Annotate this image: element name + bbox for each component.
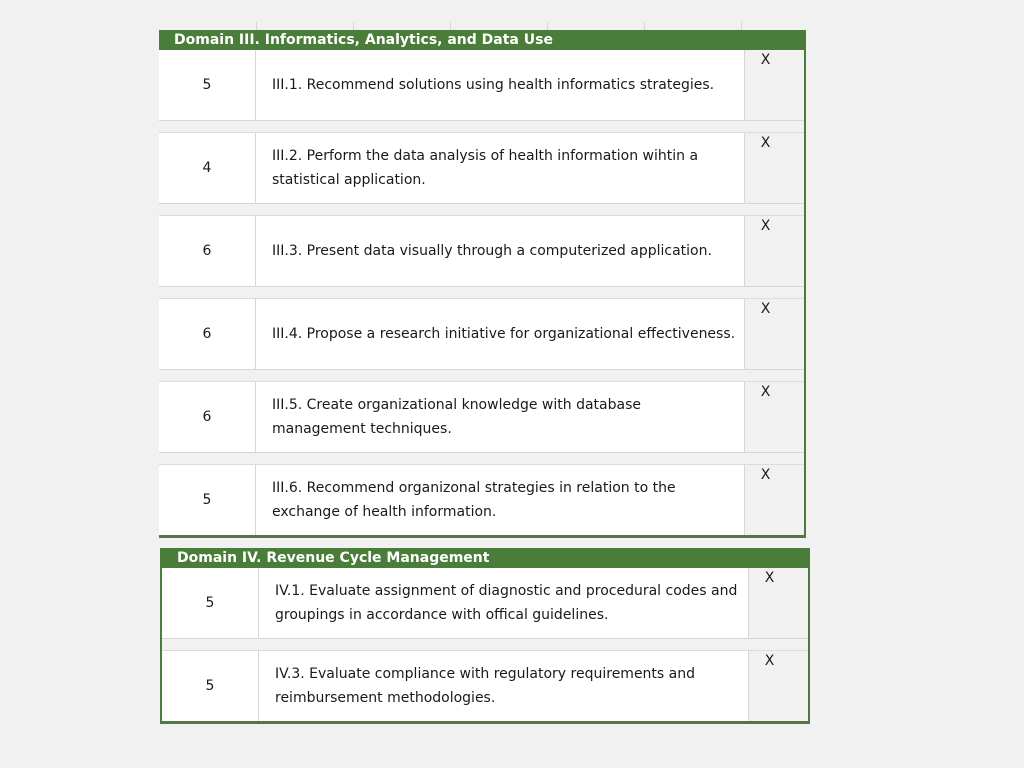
competency-description: III.4. Propose a research initiative for organizational effectiveness. bbox=[256, 299, 745, 369]
competency-description: IV.3. Evaluate compliance with regulatory requirements and reimbursement methodologies. bbox=[259, 651, 749, 721]
table-row bbox=[162, 651, 808, 721]
competency-mark: X bbox=[745, 216, 804, 286]
competency-description: IV.1. Evaluate assignment of diagnostic and procedural codes and groupings in accordance with offical guidelines. bbox=[259, 568, 749, 638]
competency-description: III.6. Recommend organizonal strategies in relation to the exchange of health information. bbox=[256, 465, 745, 535]
competency-count: 6 bbox=[159, 382, 256, 452]
table-row bbox=[162, 568, 808, 639]
row-spacer bbox=[159, 121, 804, 133]
competency-mark: X bbox=[749, 568, 808, 638]
row-spacer bbox=[159, 370, 804, 382]
competency-count: 5 bbox=[159, 50, 256, 120]
domain-iv-table bbox=[160, 548, 810, 724]
competency-count: 5 bbox=[162, 568, 259, 638]
competency-count: 6 bbox=[159, 216, 256, 286]
table-row bbox=[159, 50, 804, 121]
competency-description: III.3. Present data visually through a computerized application. bbox=[256, 216, 745, 286]
competency-mark: X bbox=[745, 50, 804, 120]
competency-count: 4 bbox=[159, 133, 256, 203]
table-row bbox=[159, 133, 804, 204]
table-row bbox=[159, 216, 804, 287]
row-spacer bbox=[159, 204, 804, 216]
table-row bbox=[159, 465, 804, 535]
competency-count: 5 bbox=[159, 465, 256, 535]
domain-iii-table bbox=[159, 30, 806, 538]
row-spacer bbox=[159, 287, 804, 299]
row-spacer bbox=[159, 453, 804, 465]
table-row bbox=[159, 299, 804, 370]
domain-iv-header: Domain IV. Revenue Cycle Management bbox=[162, 548, 808, 568]
domain-iii-header: Domain III. Informatics, Analytics, and Data Use bbox=[159, 30, 804, 50]
competency-description: III.5. Create organizational knowledge with database management techniques. bbox=[256, 382, 745, 452]
sheet-gridlines bbox=[160, 22, 808, 30]
competency-mark: X bbox=[745, 299, 804, 369]
competency-mark: X bbox=[745, 465, 804, 535]
competency-count: 6 bbox=[159, 299, 256, 369]
competency-description: III.1. Recommend solutions using health informatics strategies. bbox=[256, 50, 745, 120]
table-row bbox=[159, 382, 804, 453]
competency-mark: X bbox=[745, 133, 804, 203]
competency-mark: X bbox=[745, 382, 804, 452]
competency-mark: X bbox=[749, 651, 808, 721]
competency-count: 5 bbox=[162, 651, 259, 721]
competency-description: III.2. Perform the data analysis of health information wihtin a statistical application. bbox=[256, 133, 745, 203]
row-spacer bbox=[162, 639, 808, 651]
